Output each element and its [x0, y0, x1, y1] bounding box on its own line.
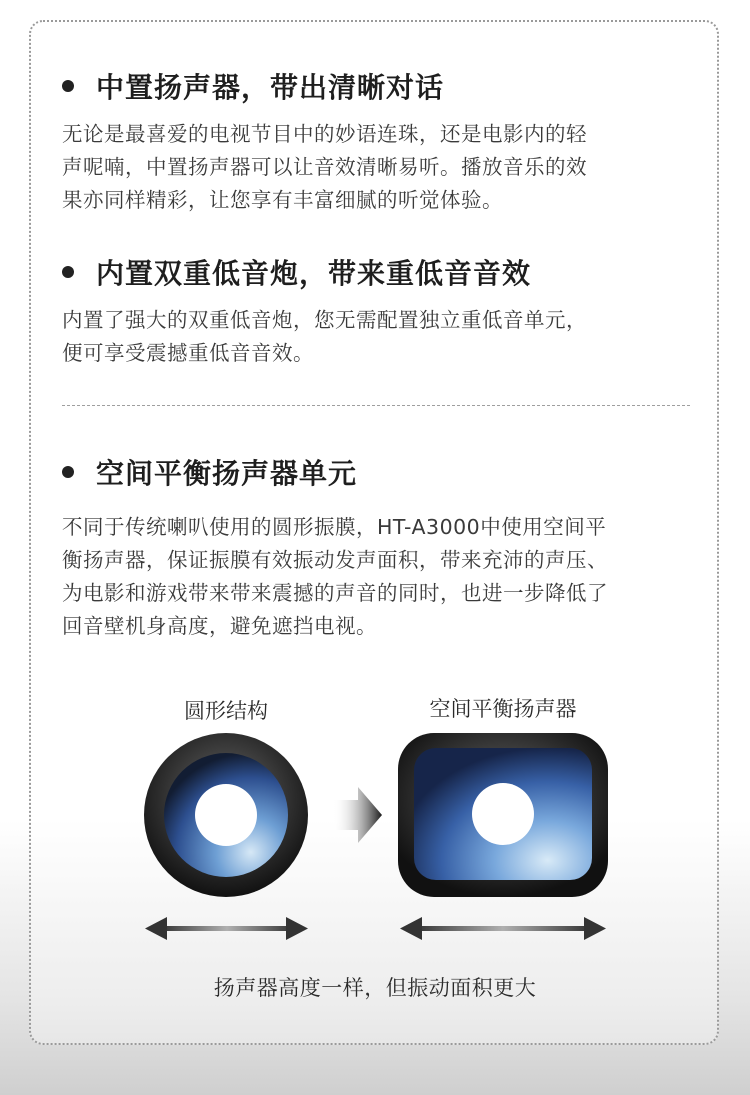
paragraph-line: 不同于传统喇叭使用的圆形振膜，HT-A3000中使用空间平 — [62, 515, 607, 539]
paragraph-line: 衡扬声器，保证振膜有效振动发声面积，带来充沛的声压、 — [62, 548, 608, 572]
round-driver-icon — [144, 733, 308, 897]
diagram-caption: 扬声器高度一样，但振动面积更大 — [213, 976, 537, 1000]
paragraph-line: 果亦同样精彩，让您享有丰富细腻的听觉体验。 — [62, 188, 503, 212]
section-heading-text: 中置扬声器，带出清晰对话 — [96, 71, 445, 104]
paragraph-line: 内置了强大的双重低音炮，您无需配置独立重低音单元， — [62, 308, 587, 332]
paragraph-line: 回音壁机身高度，避免遮挡电视。 — [62, 614, 377, 638]
balanced-driver-label: 空间平衡扬声器 — [429, 697, 577, 721]
section-heading-text: 空间平衡扬声器单元 — [96, 457, 358, 490]
section-heading-text: 内置双重低音炮，带来重低音音效 — [96, 257, 532, 290]
right-arrow-icon — [333, 787, 382, 843]
paragraph-line: 声呢喃，中置扬声器可以让音效清晰易听。播放音乐的效 — [62, 155, 587, 179]
round-driver-label: 圆形结构 — [184, 699, 268, 723]
paragraph-line: 便可享受震撼重低音音效。 — [62, 341, 314, 365]
paragraph-line: 无论是最喜爱的电视节目中的妙语连珠，还是电影内的轻 — [62, 122, 587, 146]
paragraph-line: 为电影和游戏带来带来震撼的声音的同时，也进一步降低了 — [62, 581, 608, 605]
balanced-driver-width-arrow — [400, 917, 606, 940]
balanced-driver-icon — [398, 733, 608, 897]
round-driver-width-arrow — [145, 917, 308, 940]
